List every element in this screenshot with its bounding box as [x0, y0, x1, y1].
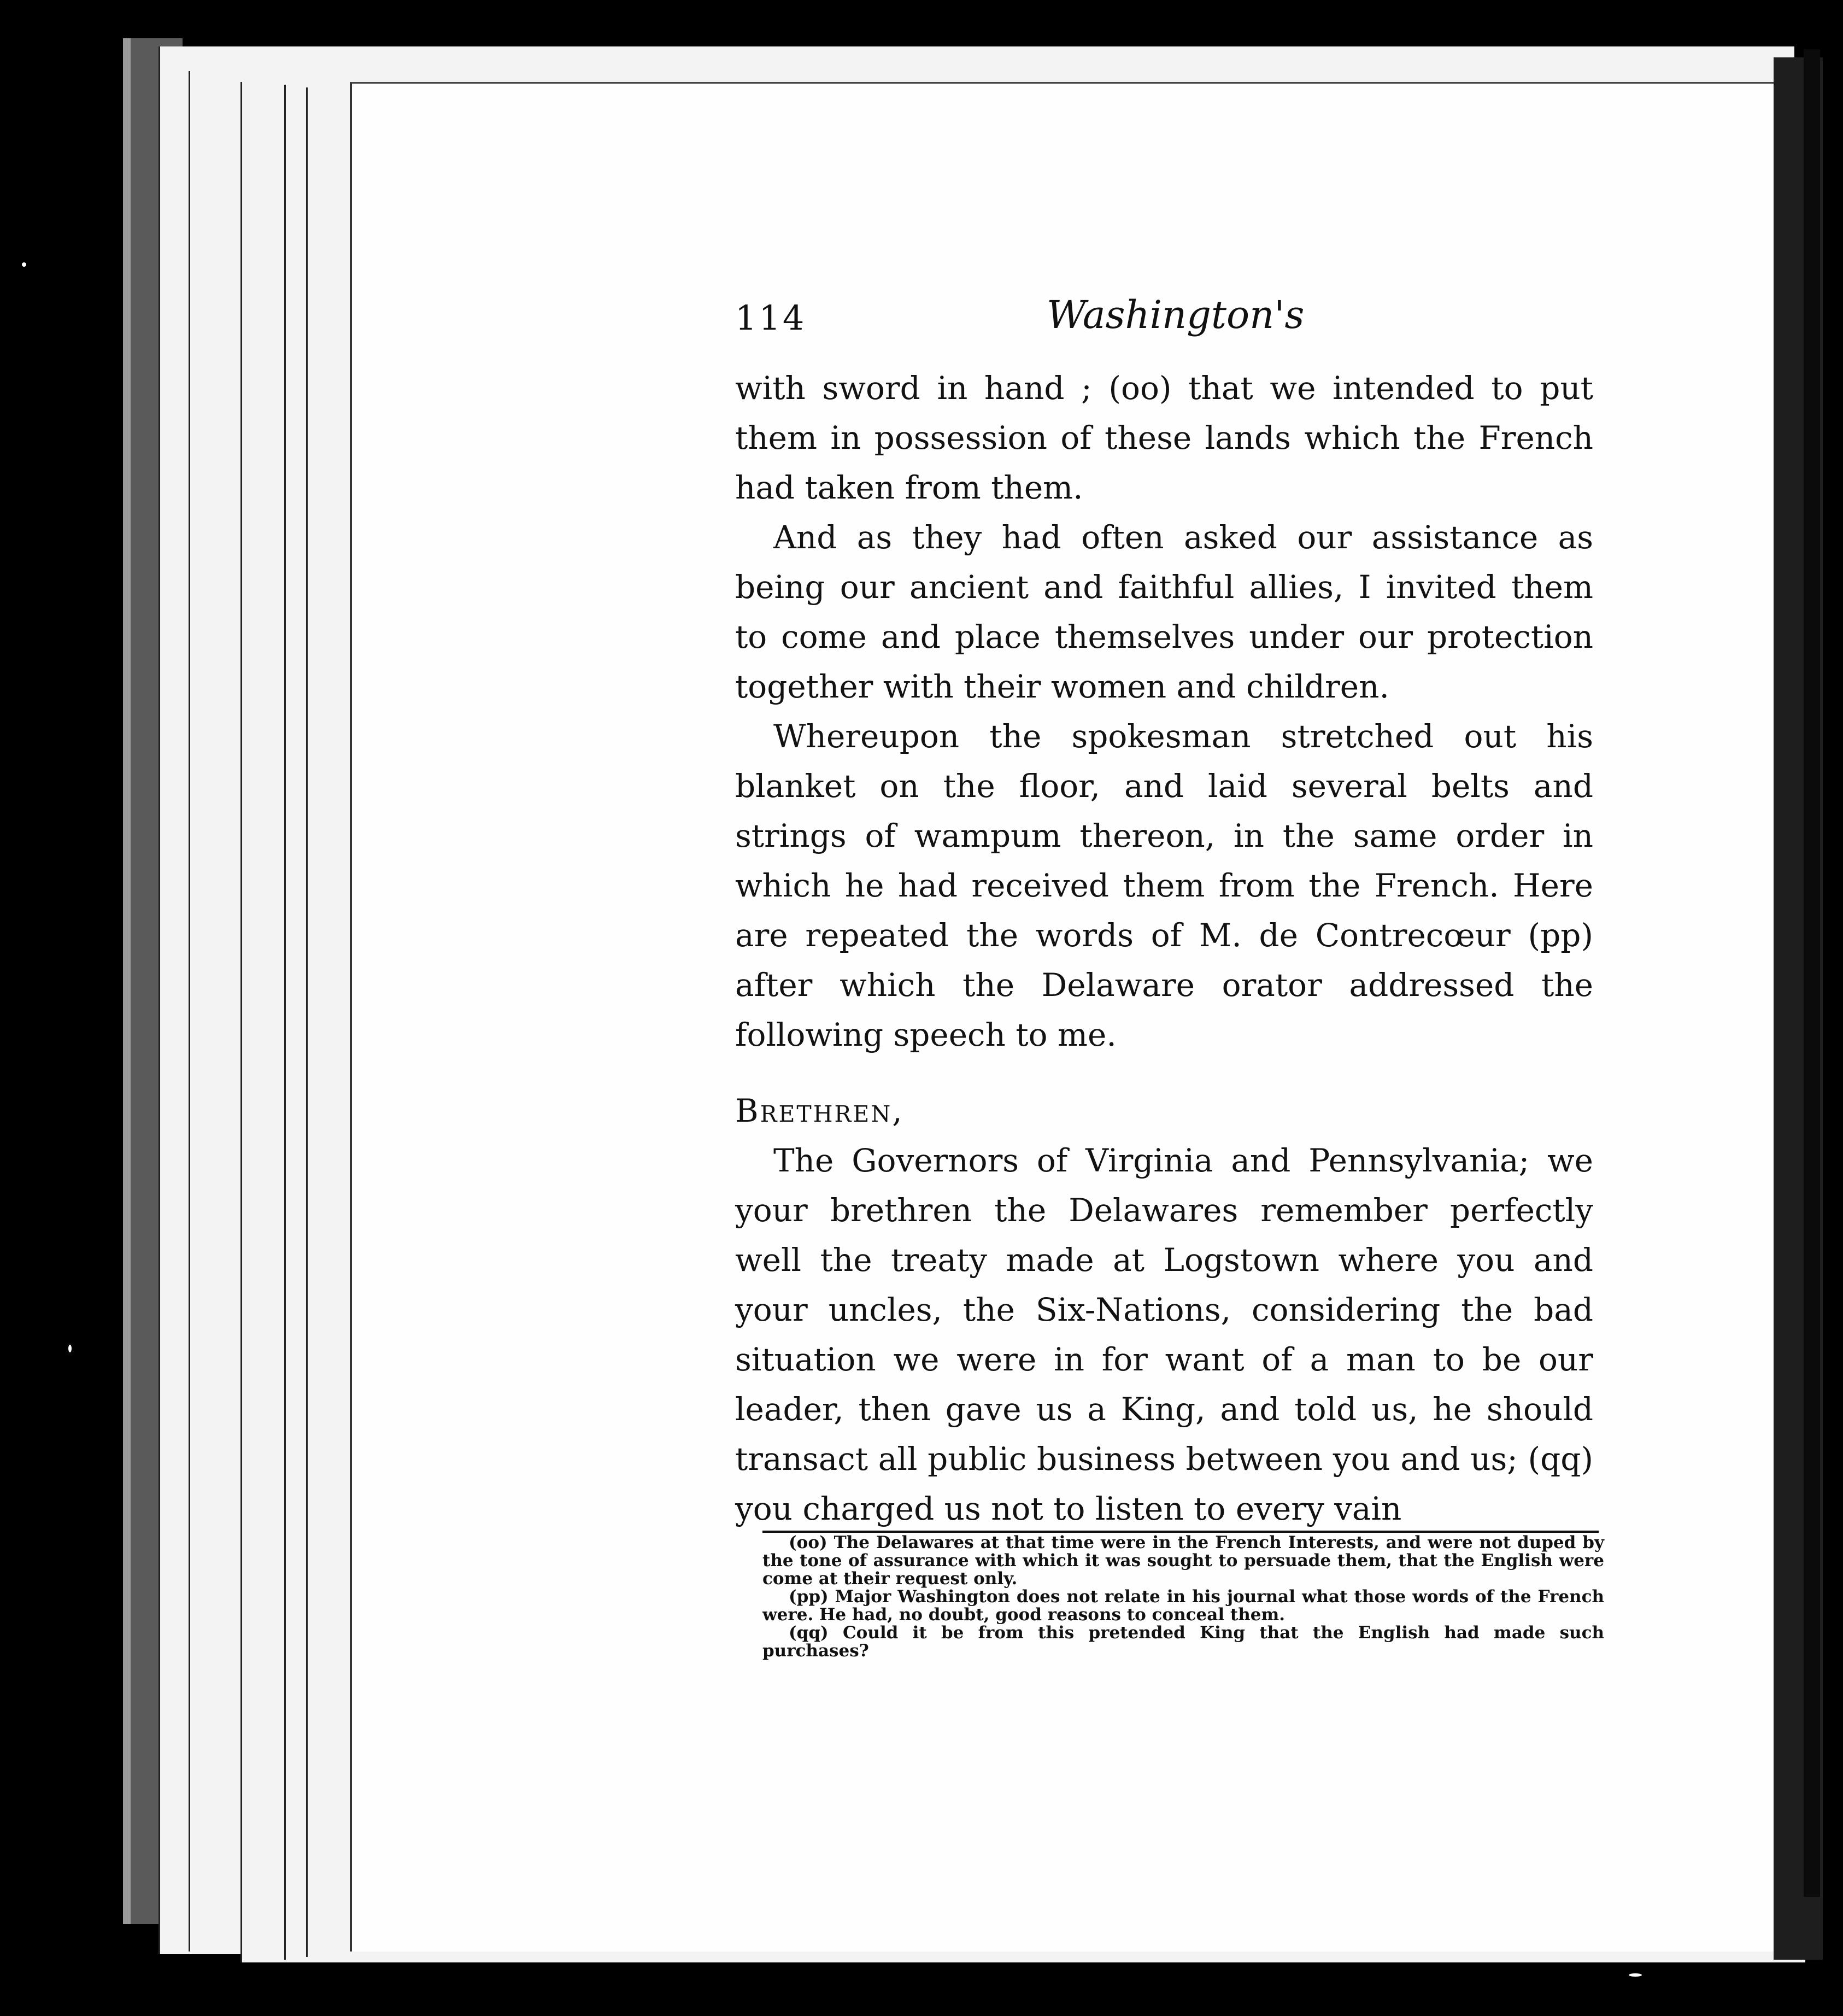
- footnote-pp: (pp) Major Washington does not relate in his journal what those words of the French were. He had, no doubt, good reasons to conceal them.: [762, 1587, 1604, 1625]
- footnote-oo: (oo) The Delawares at that time were in the French Interests, and were not duped by the tone of assurance with which it was sought to persuade them, that the English were come at their request only.: [762, 1533, 1604, 1589]
- running-head: Washington's: [1047, 292, 1305, 337]
- salutation: Brethren,: [735, 1092, 904, 1129]
- paragraph-2: And as they had often asked our assistance as being our ancient and faithful allies, I invited them to come and place themselves under our protection together with their women and children.: [735, 519, 1593, 705]
- paragraph-4: The Governors of Virginia and Pennsylvania; we your brethren the Delawares remember perfectly well the treaty made at Logstown where you and your uncles, the Six-Nations, considering the bad situation we were in for want of a man to be our leader, then gave us a King, and told us, he should transact all public business between you and us; (qq) you charged us not to listen to every vain: [735, 1142, 1593, 1527]
- paragraph-3: Whereupon the spokesman stretched out his blanket on the floor, and laid several belts and strings of wampum thereon, in the same order in which he had received them from the French. Here are repeated the words of M. de Contrecœur (pp) after which the Delaware orator addressed the following speech to me.: [735, 718, 1593, 1053]
- footnote-qq: (qq) Could it be from this pretended King that the English had made such purchases?: [762, 1623, 1604, 1661]
- right-page-gap: [1804, 49, 1820, 1897]
- scan-speck: [68, 1345, 72, 1352]
- page-header: [735, 292, 1593, 353]
- body-text: [735, 364, 1593, 1534]
- scan-speck: [22, 262, 26, 267]
- footnotes: [762, 1534, 1604, 1660]
- paragraph-1: with sword in hand ; (oo) that we intended to put them in possession of these lands which the French had taken from them.: [735, 370, 1593, 506]
- page-number: 114: [735, 298, 807, 338]
- scan-speck: [1629, 1973, 1642, 1977]
